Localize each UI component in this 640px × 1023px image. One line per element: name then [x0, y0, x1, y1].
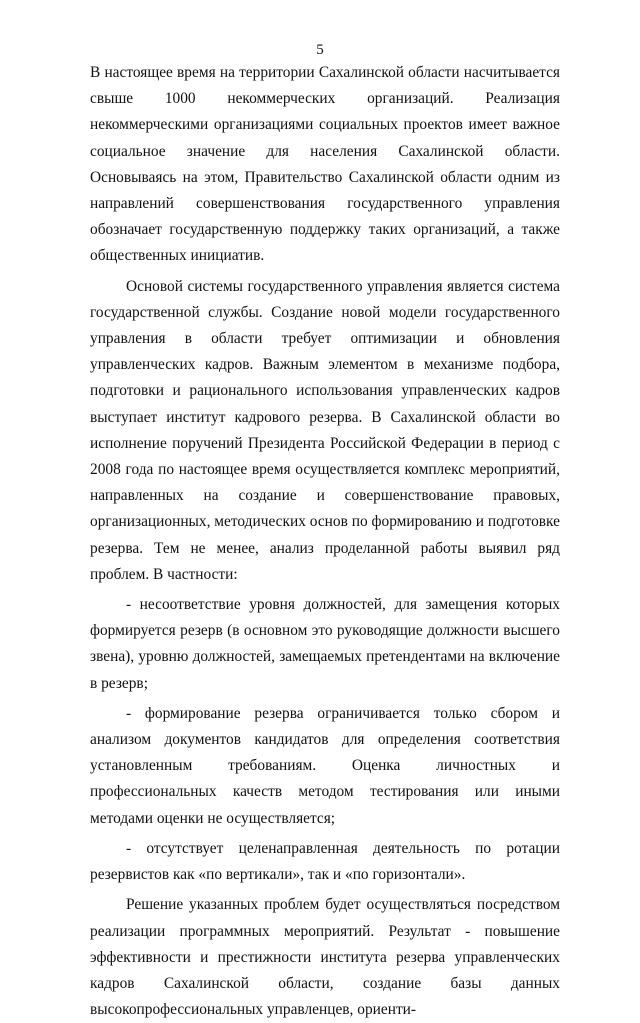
- list-item-document-analysis: - формирование резерва ограничивается только сбором и анализом документов кандидатов для определения соответствия установленным требованиям. Оценка личностных и профессиональных качеств методом тестирования или иными методами оценки не осуществляется;: [90, 704, 560, 827]
- paragraph-solution: Решение указанных проблем будет осуществляться посредством реализации программных мероприятий. Результат - повышение эффективности и престижности института резерва управленческих кадров Сахалинской области, создание базы данных высокопрофессиональных управленцев, ориенти-: [90, 896, 560, 1019]
- list-item-position-mismatch: - несоответствие уровня должностей, для замещения которых формируется резерв (в основном это руководящие должности высшего звена), уровню должностей, замещаемых претендентами на включение в резерв;: [90, 596, 560, 692]
- list-item-rotation: - отсутствует целенаправленная деятельность по ротации резервистов как «по вертикали», так и «по горизонтали».: [90, 839, 560, 884]
- document-body: [90, 60, 560, 1023]
- paragraph-civil-service: Основой системы государственного управления является система государственной службы. Создание новой модели государственного управления в области требует оптимизации и обновления управленческих кадров. Важным элементом в механизме подбора, подготовки и рационального использования управленческих кадров выступает институт кадрового резерва. В Сахалинской области во исполнение поручений Президента Российской Федерации в период с 2008 года по настоящее время осуществляется комплекс мероприятий, направленных на создание и совершенствование правовых, организационных, методических основ по формированию и подготовке резерва. Тем не менее, анализ проделанной работы выявил ряд проблем. В частности:: [90, 277, 560, 583]
- paragraph-nko: В настоящее время на территории Сахалинской области насчитывается свыше 1000 некоммерческих организаций. Реализация некоммерческими организациями социальных проектов имеет важное социальное значение для населения Сахалинской области. Основываясь на этом, Правительство Сахалинской области одним из направлений совершенствования государственного управления обозначает государственную поддержку таких организаций, а также общественных инициатив.: [90, 64, 560, 265]
- page-number: 5: [316, 42, 324, 58]
